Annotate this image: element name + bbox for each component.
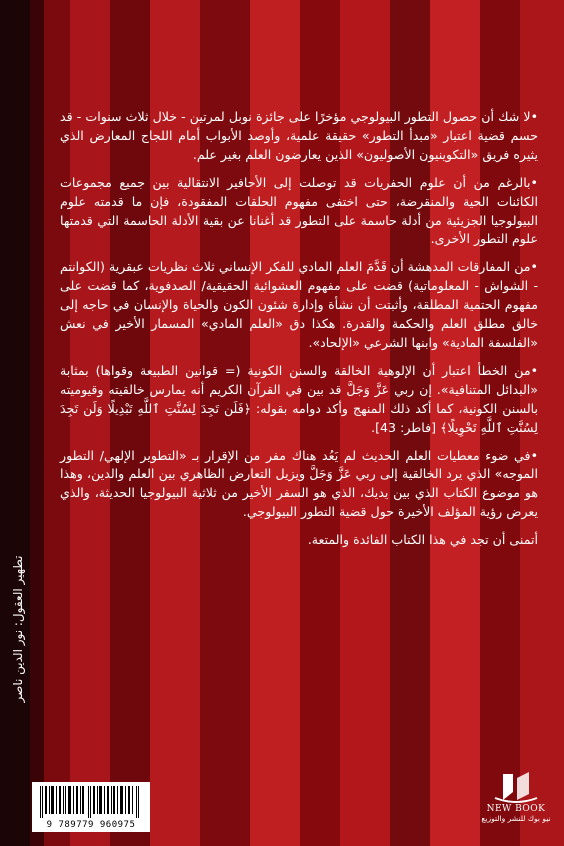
paragraph-5: •في ضوء معطيات العلم الحديث لم يَعُد هناك مفر من الإقرار بـ «التطوير الإلهي/ التطور الموجه» الذي يرد الخالقية إلى ربي عَزَّ وَجَلَّ ويزيل التعارض الظاهري بين العلم والدين، وهذا هو موضوع الكتاب الذي بين يديك، الذي هو السفر الأخير من ثلاثية البيولوجيا الحديثة، والذي يعرض رؤية المؤلف الأخيرة حول قضية التطور البيولوجي.	[60, 447, 538, 520]
paragraph-4: •من الخطأ اعتبار أن الإلوهية الخالقة والسنن الكونية (= قوانين الطبيعة وقواها) بمثابة «البدائل المتنافية». إن ربي عَزَّ وَجَلَّ قد بين في القرآن الكريم أنه يمارس خالقيته وقيوميته بالسنن الكونية، كما أكد ذلك المنهج وأكد دوامه بقوله: ﴿فَلَن تَجِدَ لِسُنَّتِ ٱللَّهِ تَبْدِيلًا وَلَن تَجِدَ لِسُنَّتِ ٱللَّهِ تَحْوِيلًا﴾ [فاطر: 43].	[60, 362, 538, 435]
publisher-subtitle: نيو بوك للنشر والتوزيع	[481, 814, 551, 823]
publisher-logo	[476, 770, 556, 838]
closing-line: أتمنى أن تجد في هذا الكتاب الفائدة والمتعة.	[307, 532, 538, 548]
back-cover-text	[60, 108, 538, 559]
paragraph-3: •من المفارقات المدهشة أن قَدَّمَ العلم المادي للفكر الإنساني ثلاث نظريات عبقرية (الكوانتم - الشواش - المعلوماتية) قضت على مفهوم العشوائية الحقيقية/ الصدفوية، كما قضت على مفهوم الحتمية المطلقة، وأثبتت أن نشأة وإدارة شئون الكون والحياة والإنسان في حاجه إلى خالق مطلق العلم والحكمة والقدرة. هكذا دق «العلم المادي» المسمار الأخير في نعش «الفلسفة المادية» وابنها الشرعي «الإلحاد».	[60, 259, 538, 350]
barcode-bars	[38, 786, 144, 818]
paragraph-1: •لا شك أن حصول التطور البيولوجي مؤخرًا على جائزة نوبل لمرتين - خلال ثلاث سنوات - قد حسم قضية اعتبار «مبدأ التطور» حقيقة علمية، وأوصد الأبواب أمام اللجاج المعارض الذي يثيره فريق «التكوينيون الأصوليون» الذين يعارضون العلم بغير علم.	[60, 109, 538, 162]
book-spine	[0, 0, 30, 846]
paragraph-2: •بالرغم من أن علوم الحفريات قد توصلت إلى الأحافير الانتقالية بين جميع مجموعات الكائنات الحية والمنقرضة، حتى اختفى مفهوم الحلقات المفقودة، فإن ما قدمته علوم البيولوجيا الجزيئية من أدلة حاسمة على التطور قد أغنانا عن بقية الأدلة الحاسمة التي قدمتها علوم التطور الأخرى.	[60, 174, 538, 247]
isbn-barcode	[32, 782, 150, 832]
publisher-name: NEW BOOK	[486, 804, 546, 814]
isbn-number: 9 789779 960975	[46, 820, 136, 830]
new-book-logo-icon	[491, 770, 541, 804]
spine-title: تطهير العقول: نور الدين ناصر	[11, 555, 25, 703]
